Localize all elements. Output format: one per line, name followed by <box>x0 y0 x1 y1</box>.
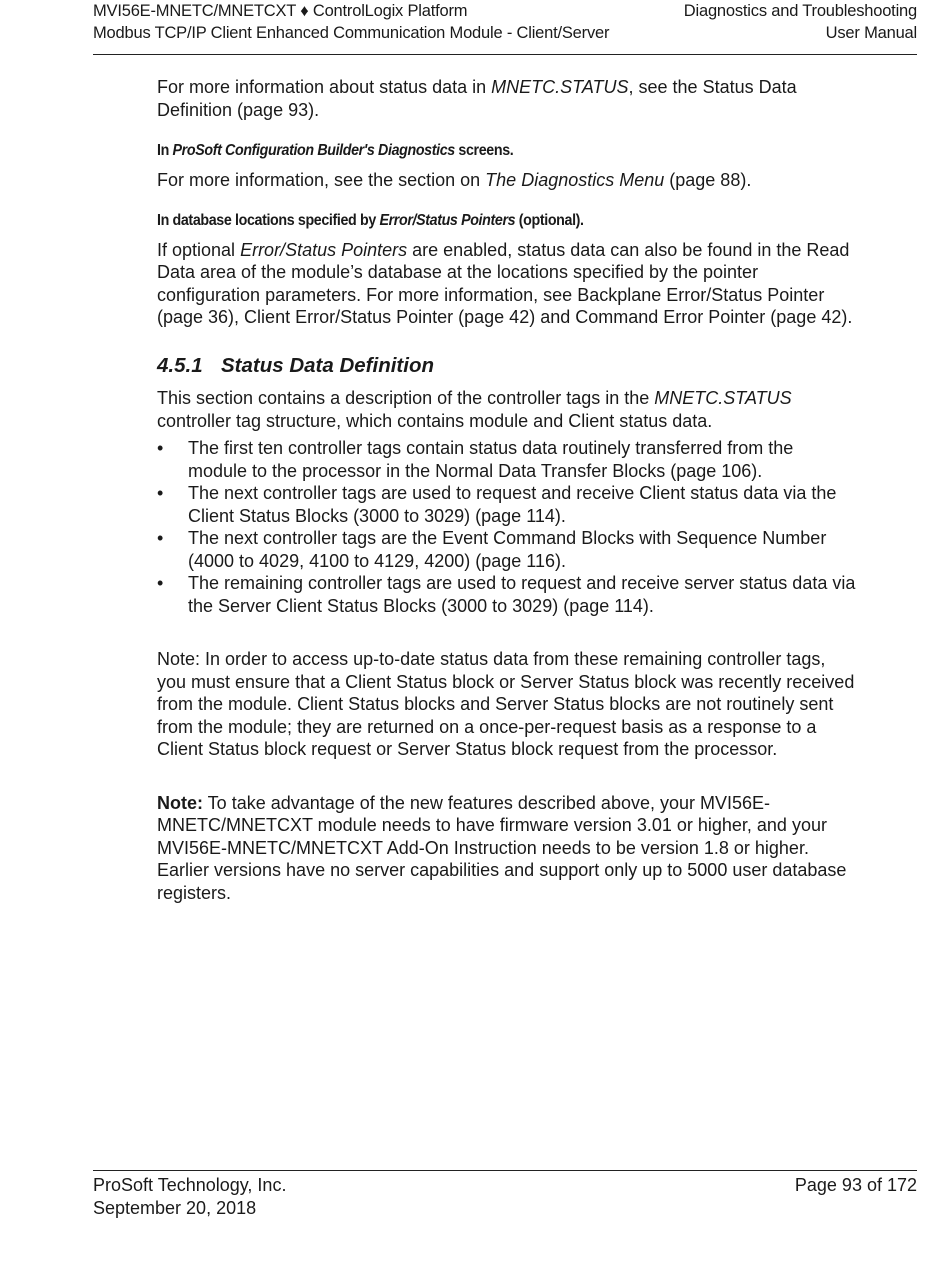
footer-page-number: Page 93 of 172 <box>794 1175 917 1195</box>
pointers-paragraph: If optional Error/Status Pointers are enabled, status data can also be found in the Read Data area of the module’s database at the locations specified by the pointer configuration parameters. For more information, see Backplane Error/Status Pointer (page 36), Client Error/Status Pointer (page 42) and Command Error Pointer (page 42). <box>157 239 853 327</box>
page-footer <box>93 1170 917 1218</box>
diagnostics-menu-paragraph: For more information, see the section on The Diagnostics Menu (page 88). <box>157 169 752 190</box>
list-item: • The first ten controller tags contain status data routinely transferred from the module to the processor in the Normal Data Transfer Blocks (page 106). <box>157 438 794 481</box>
subheading-pcb-diagnostics: In ProSoft Configuration Builder's Diagnostics screens. <box>157 142 514 159</box>
intro-paragraph: For more information about status data in MNETC.STATUS, see the Status Data Definition (page 93). <box>157 77 797 120</box>
footer-date: September 20, 2018 <box>93 1197 257 1218</box>
bullet-icon: • <box>157 438 164 458</box>
header-module-line: Modbus TCP/IP Client Enhanced Communication Module - Client/Server <box>93 24 610 42</box>
list-item: • The next controller tags are the Event Command Blocks with Sequence Number (4000 to 4029, 4100 to 4129, 4200) (page 116). <box>157 528 827 571</box>
section-title: Status Data Definition <box>221 353 434 377</box>
subheading-error-status-pointers: In database locations specified by Error/Status Pointers (optional). <box>157 212 584 229</box>
status-tags-list <box>157 437 857 617</box>
bullet-icon: • <box>157 483 164 503</box>
bullet-icon: • <box>157 573 164 593</box>
page-header <box>93 0 917 55</box>
bullet-icon: • <box>157 528 164 548</box>
list-item: • The next controller tags are used to request and receive Client status data via the Client Status Blocks (3000 to 3029) (page 114). <box>157 483 837 526</box>
header-product-line: MVI56E-MNETC/MNETCXT ♦ ControlLogix Platform <box>93 2 468 20</box>
footer-left <box>93 1174 286 1219</box>
header-doc-type: User Manual <box>825 24 917 42</box>
header-chapter: Diagnostics and Troubleshooting <box>683 2 917 20</box>
note-firmware-version: Note: To take advantage of the new features described above, your MVI56E-MNETC/MNETCXT module needs to have firmware version 3.01 or higher, and your MVI56E-MNETC/MNETCXT Add-On Instruction needs to be version 1.8 or higher. Earlier versions have no server capabilities and support only up to 5000 user database registers. <box>157 792 847 903</box>
list-item: • The remaining controller tags are used to request and receive server status data via the Server Client Status Blocks (3000 to 3029) (page 114). <box>157 573 856 616</box>
header-left <box>93 0 609 44</box>
section-intro-paragraph: This section contains a description of the controller tags in the MNETC.STATUS controller tag structure, which contains module and Client status data. <box>157 388 792 431</box>
section-number: 4.5.1 <box>157 353 203 377</box>
section-heading <box>157 355 857 378</box>
note-up-to-date-status: Note: In order to access up-to-date status data from these remaining controller tags, you must ensure that a Client Status block or Server Status block was recently received from the module. Client Status blocks and Server Status blocks are not routinely sent from the module; they are returned on a once-per-request basis as a response to a Client Status block request or Server Status block request from the processor. <box>157 649 855 759</box>
header-right <box>684 0 917 44</box>
footer-company: ProSoft Technology, Inc. <box>93 1175 287 1195</box>
note-label: Note: <box>157 792 203 813</box>
page-body <box>157 76 857 904</box>
